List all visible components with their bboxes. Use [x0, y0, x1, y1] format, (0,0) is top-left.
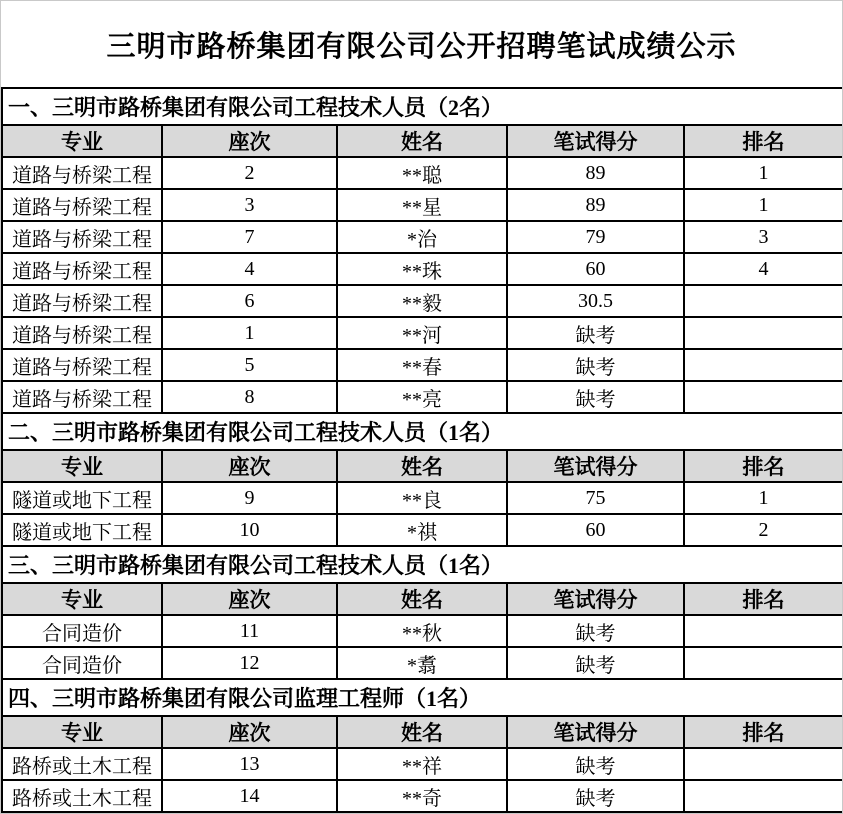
table-row	[2, 780, 843, 812]
cell-name: **奇	[337, 780, 507, 812]
cell-major: 隧道或地下工程	[2, 482, 162, 514]
cell-major: 路桥或土木工程	[2, 780, 162, 812]
cell-major: 道路与桥梁工程	[2, 189, 162, 221]
cell-rank: 1	[684, 482, 843, 514]
cell-seat: 12	[162, 647, 337, 679]
cell-score: 30.5	[507, 285, 684, 317]
cell-name: *翥	[337, 647, 507, 679]
cell-rank: 1	[684, 189, 843, 221]
cell-name: *祺	[337, 514, 507, 546]
cell-score: 缺考	[507, 349, 684, 381]
table-row	[2, 514, 843, 546]
table-row	[2, 253, 843, 285]
cell-major: 道路与桥梁工程	[2, 157, 162, 189]
cell-score: 缺考	[507, 647, 684, 679]
cell-seat: 2	[162, 157, 337, 189]
column-header-major: 专业	[2, 450, 162, 482]
section-heading: 二、三明市路桥集团有限公司工程技术人员（1名）	[2, 413, 843, 450]
table-row	[2, 317, 843, 349]
cell-rank: 3	[684, 221, 843, 253]
column-header-score: 笔试得分	[507, 716, 684, 748]
cell-seat: 6	[162, 285, 337, 317]
table-row	[2, 221, 843, 253]
column-header-seat: 座次	[162, 450, 337, 482]
page-title: 三明市路桥集团有限公司公开招聘笔试成绩公示	[106, 30, 737, 63]
cell-rank: 4	[684, 253, 843, 285]
cell-score: 缺考	[507, 317, 684, 349]
results-table	[1, 87, 843, 813]
column-header-rank: 排名	[684, 716, 843, 748]
cell-seat: 4	[162, 253, 337, 285]
table-row	[2, 647, 843, 679]
cell-major: 道路与桥梁工程	[2, 253, 162, 285]
section-heading: 四、三明市路桥集团有限公司监理工程师（1名）	[2, 679, 843, 716]
cell-name: **祥	[337, 748, 507, 780]
column-header-rank: 排名	[684, 583, 843, 615]
column-header-name: 姓名	[337, 125, 507, 157]
table-row	[2, 615, 843, 647]
column-header-row	[2, 125, 843, 157]
cell-seat: 1	[162, 317, 337, 349]
cell-major: 道路与桥梁工程	[2, 317, 162, 349]
cell-rank	[684, 748, 843, 780]
cell-name: **秋	[337, 615, 507, 647]
cell-seat: 11	[162, 615, 337, 647]
cell-name: **聪	[337, 157, 507, 189]
cell-score: 缺考	[507, 780, 684, 812]
cell-seat: 10	[162, 514, 337, 546]
cell-major: 路桥或土木工程	[2, 748, 162, 780]
cell-name: **春	[337, 349, 507, 381]
cell-rank	[684, 615, 843, 647]
title-bar	[1, 1, 842, 87]
cell-score: 89	[507, 157, 684, 189]
table-row	[2, 189, 843, 221]
cell-major: 合同造价	[2, 647, 162, 679]
cell-seat: 14	[162, 780, 337, 812]
cell-rank	[684, 285, 843, 317]
cell-seat: 3	[162, 189, 337, 221]
cell-rank	[684, 381, 843, 413]
column-header-name: 姓名	[337, 450, 507, 482]
cell-major: 道路与桥梁工程	[2, 285, 162, 317]
cell-seat: 9	[162, 482, 337, 514]
cell-seat: 5	[162, 349, 337, 381]
column-header-seat: 座次	[162, 125, 337, 157]
column-header-row	[2, 450, 843, 482]
column-header-score: 笔试得分	[507, 583, 684, 615]
column-header-row	[2, 716, 843, 748]
cell-score: 60	[507, 253, 684, 285]
cell-rank: 2	[684, 514, 843, 546]
cell-rank	[684, 349, 843, 381]
cell-score: 缺考	[507, 748, 684, 780]
cell-major: 道路与桥梁工程	[2, 381, 162, 413]
section-heading: 三、三明市路桥集团有限公司工程技术人员（1名）	[2, 546, 843, 583]
column-header-major: 专业	[2, 583, 162, 615]
cell-rank: 1	[684, 157, 843, 189]
cell-rank	[684, 780, 843, 812]
cell-name: *治	[337, 221, 507, 253]
cell-name: **河	[337, 317, 507, 349]
cell-score: 缺考	[507, 615, 684, 647]
column-header-rank: 排名	[684, 450, 843, 482]
cell-seat: 8	[162, 381, 337, 413]
cell-name: **亮	[337, 381, 507, 413]
column-header-score: 笔试得分	[507, 450, 684, 482]
cell-major: 合同造价	[2, 615, 162, 647]
cell-name: **毅	[337, 285, 507, 317]
cell-seat: 13	[162, 748, 337, 780]
cell-score: 60	[507, 514, 684, 546]
cell-major: 隧道或地下工程	[2, 514, 162, 546]
cell-name: **珠	[337, 253, 507, 285]
table-row	[2, 482, 843, 514]
column-header-seat: 座次	[162, 716, 337, 748]
column-header-name: 姓名	[337, 583, 507, 615]
column-header-major: 专业	[2, 716, 162, 748]
cell-score: 89	[507, 189, 684, 221]
table-row	[2, 349, 843, 381]
table-row	[2, 748, 843, 780]
cell-rank	[684, 317, 843, 349]
table-row	[2, 381, 843, 413]
cell-major: 道路与桥梁工程	[2, 221, 162, 253]
cell-major: 道路与桥梁工程	[2, 349, 162, 381]
cell-rank	[684, 647, 843, 679]
column-header-score: 笔试得分	[507, 125, 684, 157]
column-header-major: 专业	[2, 125, 162, 157]
table-row	[2, 157, 843, 189]
column-header-name: 姓名	[337, 716, 507, 748]
cell-score: 缺考	[507, 381, 684, 413]
table-row	[2, 285, 843, 317]
cell-name: **星	[337, 189, 507, 221]
column-header-seat: 座次	[162, 583, 337, 615]
column-header-row	[2, 583, 843, 615]
column-header-rank: 排名	[684, 125, 843, 157]
cell-seat: 7	[162, 221, 337, 253]
cell-name: **良	[337, 482, 507, 514]
cell-score: 79	[507, 221, 684, 253]
section-heading: 一、三明市路桥集团有限公司工程技术人员（2名）	[2, 88, 843, 125]
cell-score: 75	[507, 482, 684, 514]
